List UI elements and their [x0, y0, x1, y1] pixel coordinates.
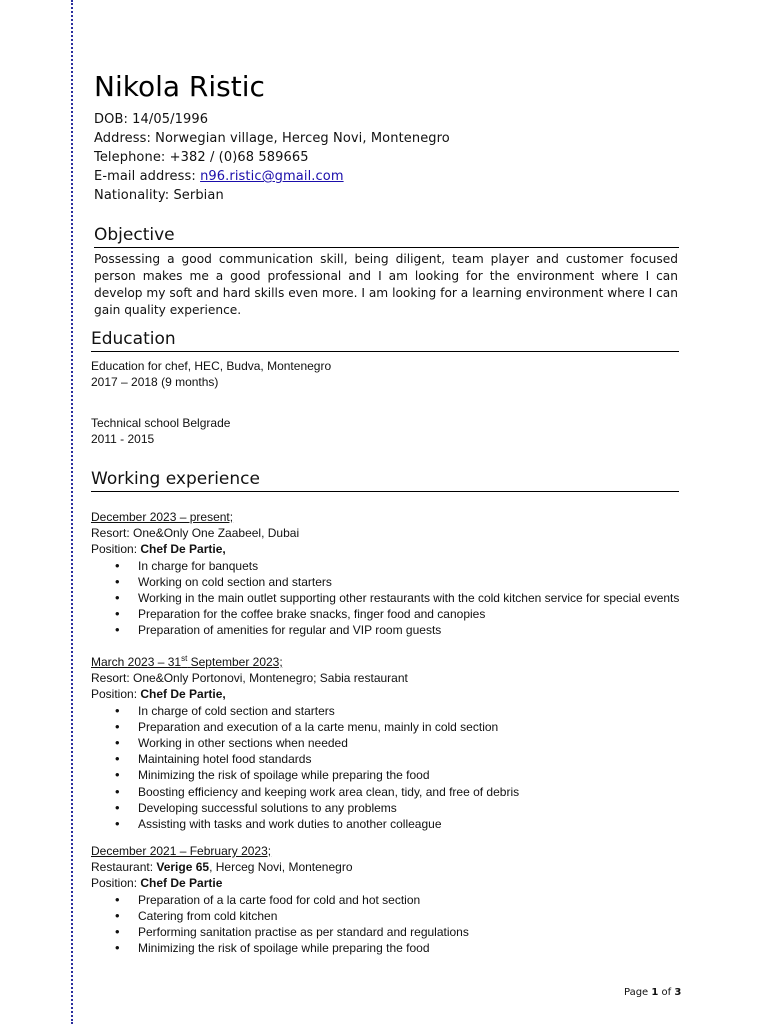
job-duties-list: [91, 892, 469, 957]
duty-item: • Preparation for the coffee brake snacks, finger food and canopies: [138, 606, 679, 622]
page-label: Page: [624, 987, 652, 998]
experience-heading: Working experience: [91, 468, 679, 492]
duty-item: • Working on cold section and starters: [138, 574, 679, 590]
job-place-name-bold: Verige 65: [156, 860, 210, 875]
job-position-label: Position:: [91, 542, 141, 557]
job-duties-list: [91, 703, 519, 833]
job-period-end: September 2023;: [187, 655, 283, 669]
education-period: 2017 – 2018 (9 months): [91, 375, 219, 390]
duty-item: • Preparation and execution of a la carte menu, mainly in cold section: [138, 719, 519, 735]
job-place: [91, 525, 679, 541]
objective-heading: Objective: [94, 224, 679, 248]
dob-line: DOB: 14/05/1996: [94, 112, 209, 127]
job-position-title: Chef De Partie: [140, 876, 223, 891]
job-place-label: Restaurant:: [91, 860, 157, 875]
duty-item: • Working in the main outlet supporting other restaurants with the cold kitchen service for special events: [138, 590, 679, 606]
duty-item: • Catering from cold kitchen: [138, 908, 469, 924]
job-place-name: One&Only One Zaabeel, Dubai: [133, 526, 300, 541]
email-line: [94, 167, 694, 186]
job-entry: [91, 509, 679, 639]
duty-item: • In charge for banquets: [138, 558, 679, 574]
education-school: Technical school Belgrade: [91, 416, 231, 430]
job-period: [91, 651, 519, 670]
duty-item: • Minimizing the risk of spoilage while preparing the food: [138, 940, 469, 956]
duty-item: • Boosting efficiency and keeping work area clean, tidy, and free of debris: [138, 784, 519, 800]
page-number: [624, 987, 681, 998]
duty-item: • Preparation of a la carte food for cold and hot section: [138, 892, 469, 908]
job-position-label: Position:: [91, 876, 141, 891]
job-period: December 2021 – February 2023;: [91, 844, 272, 858]
page-margin-line: [71, 0, 73, 1024]
job-position-label: Position:: [91, 687, 141, 702]
education-list: [91, 415, 230, 447]
duty-item: • Developing successful solutions to any problems: [138, 800, 519, 816]
objective-text: Possessing a good communication skill, being diligent, team player and customer focused person makes me a good professional and I am looking for the environment where I can develop my soft and hard skills even more. I am looking for a learning environment where I can gain quality experience.: [94, 252, 678, 317]
nationality-line: Nationality: Serbian: [94, 188, 224, 203]
email-label: E-mail address:: [94, 169, 201, 184]
job-place-label: Resort:: [91, 671, 134, 686]
job-position: [91, 686, 519, 702]
job-entry: [91, 651, 519, 832]
job-place-location: , Herceg Novi, Montenegro: [209, 860, 353, 875]
page-of: of: [658, 987, 675, 998]
education-school: Education for chef, HEC, Budva, Montenegro: [91, 359, 332, 373]
job-place-label: Resort:: [91, 526, 134, 541]
duty-item: • In charge of cold section and starters: [138, 703, 519, 719]
address-line: Address: Norwegian village, Herceg Novi, Montenegro: [94, 131, 450, 146]
contact-header: [94, 70, 694, 205]
email-link[interactable]: n96.ristic@gmail.com: [200, 169, 344, 184]
duty-item: • Assisting with tasks and work duties to another colleague: [138, 816, 519, 832]
education-period: 2011 - 2015: [91, 432, 155, 447]
page-total: 3: [674, 987, 682, 998]
duty-item: • Working in other sections when needed: [138, 735, 519, 751]
job-position-title: Chef De Partie,: [140, 687, 226, 702]
job-position-title: Chef De Partie,: [140, 542, 226, 557]
job-entry: [91, 843, 469, 956]
job-place: [91, 859, 469, 875]
job-period-start: March 2023 – 31: [91, 655, 182, 669]
job-position: [91, 541, 679, 557]
duty-item: • Performing sanitation practise as per standard and regulations: [138, 924, 469, 940]
candidate-name: Nikola Ristic: [94, 70, 265, 103]
education-heading: Education: [91, 328, 679, 352]
duty-item: • Minimizing the risk of spoilage while preparing the food: [138, 767, 519, 783]
job-period-ordinal: st: [181, 654, 188, 663]
job-position: [91, 875, 469, 891]
duty-item: • Maintaining hotel food standards: [138, 751, 519, 767]
job-period: December 2023 – present;: [91, 510, 234, 524]
telephone-line: Telephone: +382 / (0)68 589665: [94, 150, 309, 165]
job-place: [91, 670, 519, 686]
job-place-name: One&Only Portonovi, Montenegro; Sabia restaurant: [133, 671, 408, 686]
page-current: 1: [651, 987, 659, 998]
job-duties-list: [91, 558, 679, 639]
education-list: [91, 358, 331, 390]
duty-item: • Preparation of amenities for regular and VIP room guests: [138, 622, 679, 638]
